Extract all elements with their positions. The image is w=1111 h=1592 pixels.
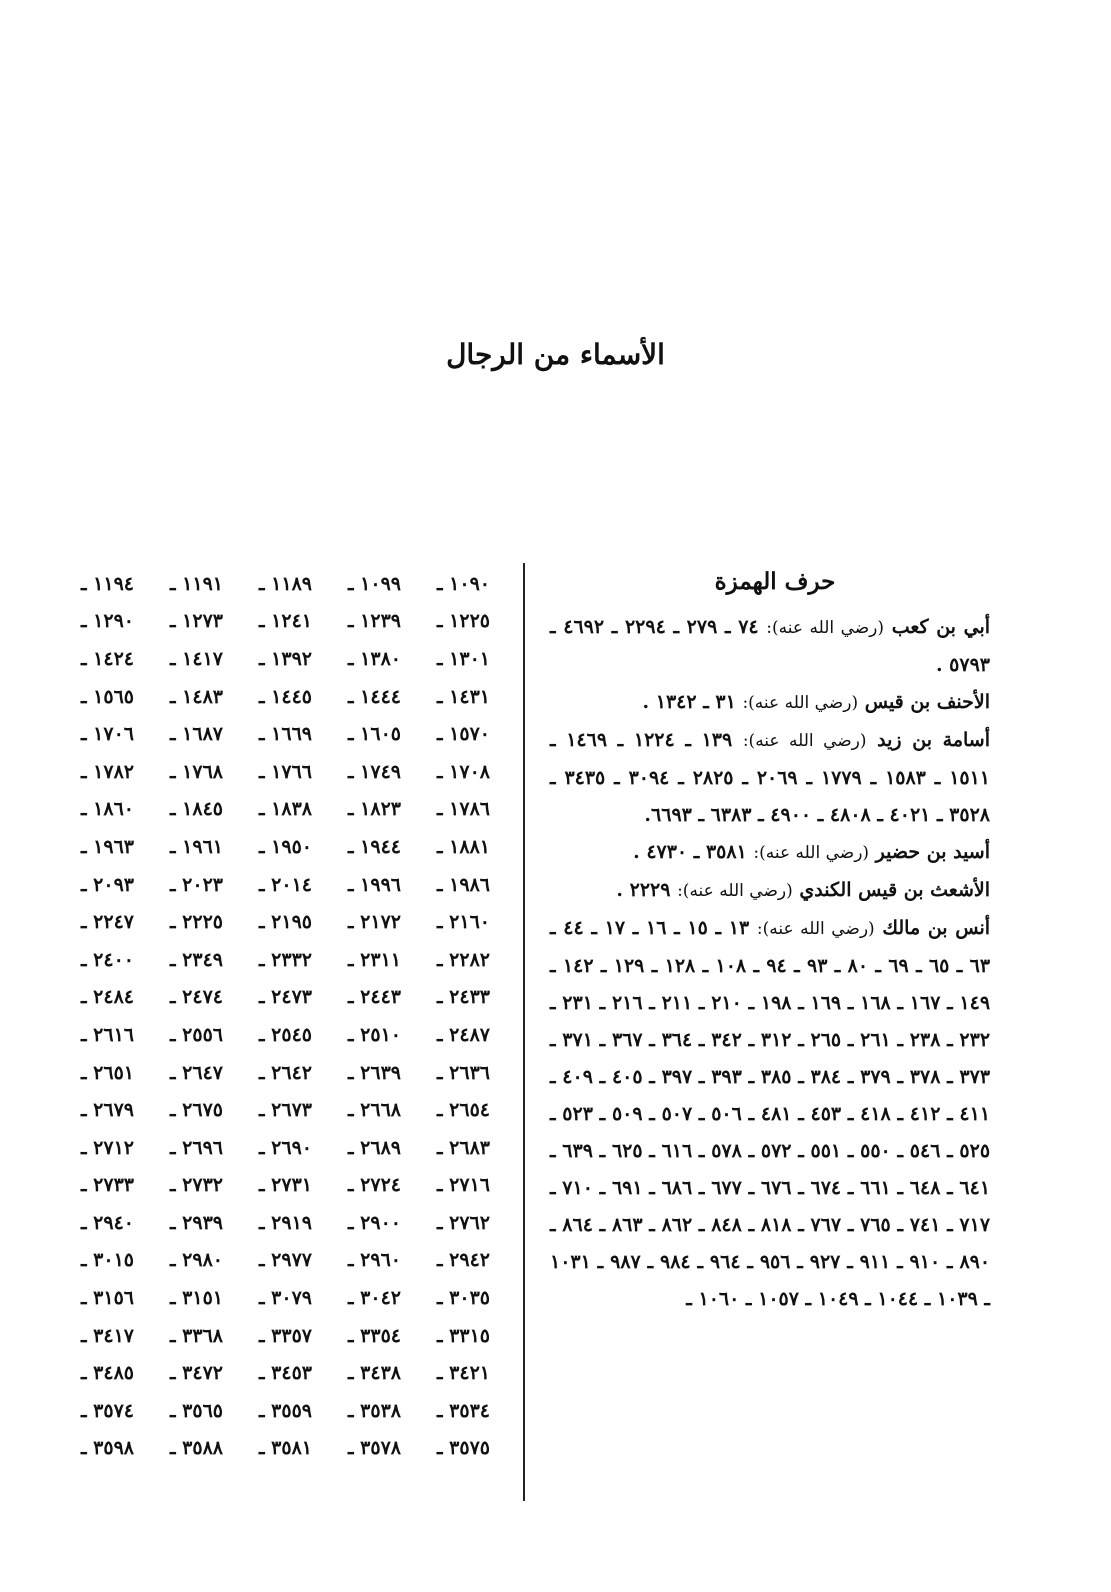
reference-number: ٢٩٨٠ ـ <box>169 1249 223 1272</box>
reference-number: ٢٩٦٠ ـ <box>347 1249 401 1272</box>
reference-number: ١٢٧٣ ـ <box>169 610 223 633</box>
number-row <box>50 1054 490 1092</box>
reference-number: ٣٤١٧ ـ <box>80 1324 134 1347</box>
reference-number: ١٩٨٦ ـ <box>436 873 490 896</box>
reference-number: ٢٦٣٦ ـ <box>436 1061 490 1084</box>
reference-number: ٣٠٣٥ ـ <box>436 1287 490 1310</box>
reference-number: ١٥٧٠ ـ <box>436 723 490 746</box>
reference-number: ٢١٦٠ ـ <box>436 911 490 934</box>
reference-number: ٣٥٩٨ ـ <box>80 1437 134 1460</box>
entry-numbers: ١٣٩ ـ ١٢٢٤ ـ ١٤٦٩ ـ ١٥١١ ـ ١٥٨٣ ـ ١٧٧٩ ـ ٢٠٦٩ ـ ٢٨٢٥ ـ ٣٠٩٤ ـ ٣٤٣٥ ـ ٣٥٢٨ ـ ٤٠٢١ ـ ٤٨٠٨ ـ ٤٩٠٠ ـ ٦٣٨٣ ـ ٦٦٩٣. <box>550 729 991 826</box>
reference-number: ٢٥٥٦ ـ <box>169 1023 223 1046</box>
reference-number: ١٨٤٥ ـ <box>169 798 223 821</box>
number-row <box>50 1204 490 1242</box>
reference-number: ١٣٠١ ـ <box>436 647 490 670</box>
reference-number: ٣٠٤٢ ـ <box>347 1287 401 1310</box>
column-divider <box>523 563 525 1501</box>
reference-number: ٣٥٧٨ ـ <box>347 1437 401 1460</box>
reference-number: ١٦٨٧ ـ <box>169 723 223 746</box>
left-column-numbers <box>50 565 490 1467</box>
reference-number: ٢٧٦٢ ـ <box>436 1211 490 1234</box>
number-row <box>50 1354 490 1392</box>
reference-number: ٢٦٩٠ ـ <box>258 1136 312 1159</box>
number-row <box>50 565 490 603</box>
reference-number: ١٩٦٣ ـ <box>80 835 134 858</box>
reference-number: ١٤٨٣ ـ <box>169 685 223 708</box>
reference-number: ٢٠٢٣ ـ <box>169 873 223 896</box>
number-row <box>50 1167 490 1205</box>
reference-number: ٢٧٣٣ ـ <box>80 1174 134 1197</box>
reference-number: ٢١٧٢ ـ <box>347 911 401 934</box>
reference-number: ١٧٦٨ ـ <box>169 760 223 783</box>
reference-number: ٢٧١٢ ـ <box>80 1136 134 1159</box>
entry-name: الأحنف بن قيس <box>864 691 990 713</box>
reference-number: ٢٤٧٣ ـ <box>258 986 312 1009</box>
reference-number: ٢٩٠٠ ـ <box>347 1211 401 1234</box>
number-row <box>50 1279 490 1317</box>
reference-number: ١٩٦١ ـ <box>169 835 223 858</box>
entry-honorific: (رضي الله عنه): <box>742 693 859 713</box>
name-entry <box>550 872 990 910</box>
entry-name: أسامة بن زيد <box>877 729 990 751</box>
reference-number: ٢٩١٩ ـ <box>258 1211 312 1234</box>
reference-number: ٣٣٥٧ ـ <box>258 1324 312 1347</box>
reference-number: ٢٦٩٦ ـ <box>169 1136 223 1159</box>
reference-number: ٢٤٤٣ ـ <box>347 986 401 1009</box>
reference-number: ١٧٠٨ ـ <box>436 760 490 783</box>
reference-number: ٣٣٦٨ ـ <box>169 1324 223 1347</box>
reference-number: ٢٦٥٤ ـ <box>436 1099 490 1122</box>
reference-number: ٣٥٣٤ ـ <box>436 1399 490 1422</box>
right-column <box>550 565 990 1318</box>
entry-name: أنس بن مالك <box>882 917 991 939</box>
reference-number: ٢٦٧٥ ـ <box>169 1099 223 1122</box>
reference-number: ٢٥٤٥ ـ <box>258 1023 312 1046</box>
reference-number: ٢٦٤٧ ـ <box>169 1061 223 1084</box>
reference-number: ٣٥٥٩ ـ <box>258 1399 312 1422</box>
number-row <box>50 1129 490 1167</box>
number-row <box>50 603 490 641</box>
reference-number: ٢٩٣٩ ـ <box>169 1211 223 1234</box>
reference-number: ١٣٩٢ ـ <box>258 647 312 670</box>
number-row <box>50 1016 490 1054</box>
reference-number: ٣٥٧٤ ـ <box>80 1399 134 1422</box>
entry-numbers: ٧٤ ـ ٢٧٩ ـ ٢٢٩٤ ـ ٤٦٩٢ ـ ٥٧٩٣ . <box>550 616 990 676</box>
reference-number: ٢٣٣٢ ـ <box>258 948 312 971</box>
reference-number: ٢٧٣١ ـ <box>258 1174 312 1197</box>
reference-number: ١٤١٧ ـ <box>169 647 223 670</box>
reference-number: ١٣٨٠ ـ <box>347 647 401 670</box>
number-row <box>50 866 490 904</box>
reference-number: ٢٤٨٤ ـ <box>80 986 134 1009</box>
reference-number: ٢٤٨٧ ـ <box>436 1023 490 1046</box>
entry-name: أسيد بن حضير <box>875 841 990 863</box>
reference-number: ٢٦١٦ ـ <box>80 1023 134 1046</box>
number-row <box>50 1430 490 1468</box>
entry-numbers: ٣٥٨١ ـ ٤٧٣٠ . <box>633 841 747 863</box>
reference-number: ٢٦٣٩ ـ <box>347 1061 401 1084</box>
number-row <box>50 979 490 1017</box>
entry-numbers: ٢٢٢٩ . <box>616 879 671 901</box>
reference-number: ٣٤٥٣ ـ <box>258 1362 312 1385</box>
number-row <box>50 791 490 829</box>
number-row <box>50 678 490 716</box>
reference-number: ٣١٥٦ ـ <box>80 1287 134 1310</box>
reference-number: ١٤٤٤ ـ <box>347 685 401 708</box>
reference-number: ١٢٣٩ ـ <box>347 610 401 633</box>
reference-number: ٢٠١٤ ـ <box>258 873 312 896</box>
number-row <box>50 828 490 866</box>
reference-number: ٢٦٦٨ ـ <box>347 1099 401 1122</box>
reference-number: ٣٥٨١ ـ <box>258 1437 312 1460</box>
reference-number: ١٩٥٠ ـ <box>258 835 312 858</box>
reference-number: ٣٥٨٨ ـ <box>169 1437 223 1460</box>
reference-number: ١٨٨١ ـ <box>436 835 490 858</box>
reference-number: ١٦٦٩ ـ <box>258 723 312 746</box>
reference-number: ٢٥١٠ ـ <box>347 1023 401 1046</box>
page-title: الأسماء من الرجال <box>446 338 665 371</box>
entry-honorific: (رضي الله عنه): <box>677 881 793 901</box>
reference-number: ٣٣١٥ ـ <box>436 1324 490 1347</box>
reference-number: ٣٥٧٥ ـ <box>436 1437 490 1460</box>
number-row <box>50 1091 490 1129</box>
reference-number: ١٨٢٣ ـ <box>347 798 401 821</box>
reference-number: ١٩٤٤ ـ <box>347 835 401 858</box>
name-entry <box>550 834 990 872</box>
reference-number: ٣٤٢١ ـ <box>436 1362 490 1385</box>
reference-number: ٢٦٥١ ـ <box>80 1061 134 1084</box>
reference-number: ١١٩٤ ـ <box>80 572 134 595</box>
reference-number: ١١٨٩ ـ <box>258 572 312 595</box>
entry-name: الأشعث بن قيس الكندي <box>799 879 990 901</box>
entry-honorific: (رضي الله عنه): <box>753 843 870 863</box>
reference-number: ٢١٩٥ ـ <box>258 911 312 934</box>
reference-number: ٢٢٢٥ ـ <box>169 911 223 934</box>
reference-number: ١٤٣١ ـ <box>436 685 490 708</box>
entry-honorific: (رضي الله عنه): <box>756 919 875 939</box>
reference-number: ٣٥٣٨ ـ <box>347 1399 401 1422</box>
reference-number: ٢٦٨٩ ـ <box>347 1136 401 1159</box>
reference-number: ٢٩٤٠ ـ <box>80 1211 134 1234</box>
section-heading: حرف الهمزة <box>714 568 836 595</box>
entry-numbers: ١٣ ـ ١٥ ـ ١٦ ـ ١٧ ـ ٤٤ ـ ٦٣ ـ ٦٥ ـ ٦٩ ـ ٨٠ ـ ٩٣ ـ ٩٤ ـ ١٠٨ ـ ١٢٨ ـ ١٢٩ ـ ١٤٢ ـ ١٤٩ ـ ١٦٧ ـ ١٦٨ ـ ١٦٩ ـ ١٩٨ ـ ٢١٠ ـ ٢١١ ـ ٢١٦ ـ ٢٣١ ـ ٢٣٢ ـ ٢٣٨ ـ ٢٦١ ـ ٢٦٥ ـ ٣١٢ ـ ٣٤٢ ـ ٣٦٤ ـ ٣٦٧ ـ ٣٧١ ـ ٣٧٣ ـ ٣٧٨ ـ ٣٧٩ ـ ٣٨٤ ـ ٣٨٥ ـ ٣٩٣ ـ ٣٩٧ ـ ٤٠٥ ـ ٤٠٩ ـ ٤١١ ـ ٤١٢ ـ ٤١٨ ـ ٤٥٣ ـ ٤٨١ ـ ٥٠٦ ـ ٥٠٧ ـ ٥٠٩ ـ ٥٢٣ ـ ٥٢٥ ـ ٥٤٦ ـ ٥٥٠ ـ ٥٥١ ـ ٥٧٢ ـ ٥٧٨ ـ ٦١٦ ـ ٦٢٥ ـ ٦٣٩ ـ ٦٤١ ـ ٦٤٨ ـ ٦٦١ ـ ٦٧٤ ـ ٦٧٦ ـ ٦٧٧ ـ ٦٨٦ ـ ٦٩١ ـ ٧١٠ ـ ٧١٧ ـ ٧٤١ ـ ٧٦٥ ـ ٧٦٧ ـ ٨١٨ ـ ٨٤٨ ـ ٨٦٢ ـ ٨٦٣ ـ ٨٦٤ ـ ٨٩٠ ـ ٩١٠ ـ ٩١١ ـ ٩٢٧ ـ ٩٥٦ ـ ٩٦٤ ـ ٩٨٤ ـ ٩٨٧ ـ ١٠٣١ ـ ١٠٣٩ ـ ١٠٤٤ ـ ١٠٤٩ ـ ١٠٥٧ ـ ١٠٦٠ ـ <box>550 917 991 1310</box>
number-row <box>50 941 490 979</box>
reference-number: ١٤٤٥ ـ <box>258 685 312 708</box>
reference-number: ٣٣٥٤ ـ <box>347 1324 401 1347</box>
reference-number: ٢٠٩٣ ـ <box>80 873 134 896</box>
reference-number: ٢٦٨٣ ـ <box>436 1136 490 1159</box>
reference-number: ١٧٨٦ ـ <box>436 798 490 821</box>
reference-number: ١٢٤١ ـ <box>258 610 312 633</box>
reference-number: ٣٤٣٨ ـ <box>347 1362 401 1385</box>
reference-number: ٢٩٧٧ ـ <box>258 1249 312 1272</box>
reference-number: ٢٢٤٧ ـ <box>80 911 134 934</box>
reference-number: ١٧٤٩ ـ <box>347 760 401 783</box>
reference-number: ٣٤٨٥ ـ <box>80 1362 134 1385</box>
reference-number: ٢٤٠٠ ـ <box>80 948 134 971</box>
reference-number: ١٧٨٢ ـ <box>80 760 134 783</box>
name-entry <box>550 684 990 722</box>
reference-number: ٢٦٧٣ ـ <box>258 1099 312 1122</box>
reference-number: ٣١٥١ ـ <box>169 1287 223 1310</box>
reference-number: ٢٢٨٢ ـ <box>436 948 490 971</box>
reference-number: ١٩٩٦ ـ <box>347 873 401 896</box>
reference-number: ١٨٦٠ ـ <box>80 798 134 821</box>
reference-number: ٢٧٢٤ ـ <box>347 1174 401 1197</box>
reference-number: ٢٦٤٢ ـ <box>258 1061 312 1084</box>
reference-number: ٢٤٣٣ ـ <box>436 986 490 1009</box>
reference-number: ٢٧١٦ ـ <box>436 1174 490 1197</box>
reference-number: ٣٤٧٢ ـ <box>169 1362 223 1385</box>
number-row <box>50 753 490 791</box>
number-row <box>50 715 490 753</box>
entry-honorific: (رضي الله عنه): <box>742 731 867 751</box>
reference-number: ٢٤٧٤ ـ <box>169 986 223 1009</box>
reference-number: ١٢٩٠ ـ <box>80 610 134 633</box>
number-row <box>50 1392 490 1430</box>
reference-number: ١٢٢٥ ـ <box>436 610 490 633</box>
reference-number: ٣٠١٥ ـ <box>80 1249 134 1272</box>
name-entry <box>550 910 990 1318</box>
number-row <box>50 903 490 941</box>
reference-number: ٣٠٧٩ ـ <box>258 1287 312 1310</box>
reference-number: ٣٥٦٥ ـ <box>169 1399 223 1422</box>
reference-number: ١٠٩٩ ـ <box>347 572 401 595</box>
number-row <box>50 1242 490 1280</box>
name-entry <box>550 722 990 834</box>
reference-number: ١٤٢٤ ـ <box>80 647 134 670</box>
entry-numbers: ٣١ ـ ١٣٤٢ . <box>642 691 736 713</box>
reference-number: ١٨٣٨ ـ <box>258 798 312 821</box>
number-row <box>50 1317 490 1355</box>
reference-number: ١٧٠٦ ـ <box>80 723 134 746</box>
reference-number: ١١٩١ ـ <box>169 572 223 595</box>
reference-number: ١٧٦٦ ـ <box>258 760 312 783</box>
reference-number: ١٥٦٥ ـ <box>80 685 134 708</box>
reference-number: ٢٩٤٢ ـ <box>436 1249 490 1272</box>
reference-number: ٢٦٧٩ ـ <box>80 1099 134 1122</box>
number-row <box>50 640 490 678</box>
entry-honorific: (رضي الله عنه): <box>766 618 885 638</box>
reference-number: ٢٧٣٢ ـ <box>169 1174 223 1197</box>
name-entry <box>550 609 990 684</box>
reference-number: ١٠٩٠ ـ <box>436 572 490 595</box>
reference-number: ٢٣١١ ـ <box>347 948 401 971</box>
entry-name: أبي بن كعب <box>891 616 991 638</box>
reference-number: ١٦٠٥ ـ <box>347 723 401 746</box>
reference-number: ٢٣٤٩ ـ <box>169 948 223 971</box>
